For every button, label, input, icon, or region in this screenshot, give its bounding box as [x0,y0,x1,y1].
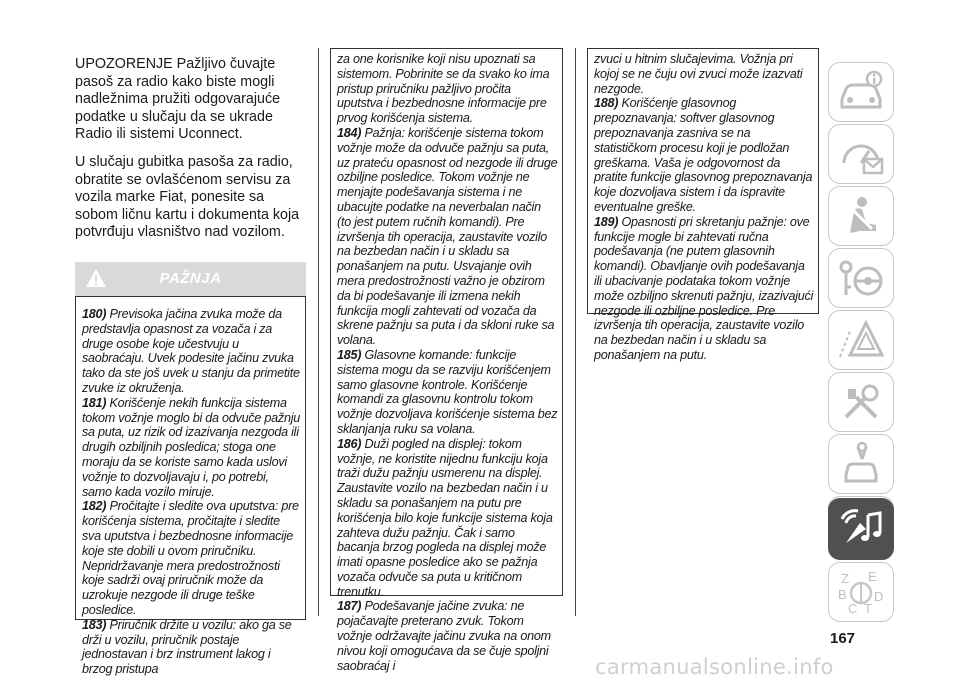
tab-safety[interactable] [828,186,894,246]
item-number: 187) [337,599,362,614]
item-number: 188) [594,96,619,111]
item-number: 183) [82,617,107,632]
item-text: Glasovne komande: funkcije sistema mogu da se razviju korišćenjem samo glasovne kontrole. Korišćenje komandi za glasovnu kontrolu tokom vožnje dozvoljava korišćenje sistema bez sklanjanja ruku sa volana. [337,347,558,436]
tab-dashboard[interactable] [828,124,894,184]
warning-item [337,599,558,673]
intro-paragraph: UPOZORENJE Pažljivo čuvajte pasoš za radio kako biste mogli nadležnima pružiti odgovarajuće podatke u slučaju da se ukrade Radio ili sistemi Uconnect. [75,56,281,143]
warning-item [82,618,301,677]
item-text: Priručnik držite u vozilu: ako ga se drži u vozilu, priručnik postaje jednostavan i brz instrument lakog i brzog pristupa [82,617,292,677]
lost-passport-paragraph: U slučaju gubitka pasoša za radio, obratite se ovlašćenom servisu za vozila marke Fiat, ponesite sa sobom ličnu kartu i dokumenta koja potvrđuju vlasništvo nad vozilom. [75,154,300,241]
item-text: Podešavanje jačine zvuka: ne pojačavajte preterano zvuk. Tokom vožnje održavajte jačinu zvuka na onom nivou koji omogućava da se čuje spoljni saobraćaj i [337,599,551,673]
item-number: 185) [337,347,362,362]
multimedia-icon [836,505,886,551]
item-text: Opasnosti pri skretanju pažnje: ove funkcije mogle bi zahtevati ručna podešavanja (ne putem glasovnih komandi). Obavljanje ovih podešavanja ili ubacivanje podataka tokom vožnje može ozbiljno skrenuti pažnju, izazivajući nezgode ili ozbiljne posledice. Pre izvršenja tih operacija, zaustavite vozilo na bezbedan način i u skladu sa ponašanjem na putu. [594,214,814,362]
breakdown-tools-icon [836,379,886,425]
road-warning-triangle-icon [836,317,886,363]
item-text: Korišćenje glasovnog prepoznavanja: softver glasovnog prepoznavanja zasniva se na statističkom procesu koji je podložan greškama. Vaša je odgovornost da pratite funkcije glasovnog prepoznavanja koje dozvoljava sistem i da ispravite eventualne greške. [594,96,813,214]
warning-box-2 [330,48,563,673]
tab-multimedia[interactable] [828,498,894,560]
warning-header [75,262,306,296]
warning-title: PAŽNJA [159,270,222,287]
tab-emergency[interactable] [828,310,894,370]
index-letter: D [874,589,884,604]
car-info-icon [836,69,886,115]
continued-text: zvuci u hitnim slučajevima. Vožnja pri kojoj se ne čuju ovi zvuci može izazvati nezgode. [594,52,803,96]
continued-text: za one korisnike koji nisu upoznati sa sistemom. Pobrinite se da svako ko ima pristup priručniku pažljivo pročita uputstva i bezbednosne informacije pre prvog korišćenja sistema. [337,52,550,126]
warning-item [337,437,558,600]
index-letters-icon [836,569,886,615]
key-steering-wheel-icon [836,255,886,301]
airbag-seat-icon [836,193,886,239]
item-number: 186) [337,436,362,451]
column-divider [575,48,576,616]
maintenance-icon [836,441,886,487]
warning-box-3 [587,48,819,362]
item-text: Pažnja: korišćenje sistema tokom vožnje može da odvuče pažnju sa puta, uz prateću opasnost od nezgode ili druge ozbiljne posledice. Tokom vožnje ne menjajte podešavanja sistema i ne ubacujte podatke na neverbalan način (to jest putem ručnih komandi). Pre izvršenja tih operacija, zaustavite vozilo na bezbedan način i u skladu sa ponašanjem na putu. Usvajanje ovih mera predostrožnosti važno je obzirom da bi podešavanje ili izmena nekih funkcija mogli zahtevati od vozača da skrene pažnju sa puta i da skloni ruke sa volana. [337,125,558,348]
item-number: 182) [82,499,107,514]
item-number: 181) [82,395,107,410]
warning-item [82,396,301,500]
watermark: carmanualsonline.info [595,655,834,679]
index-letter: E [868,569,877,584]
column-divider [318,48,319,616]
tab-index[interactable] [828,562,894,622]
warning-item [82,499,301,617]
warning-item [337,126,558,348]
index-letter: B [838,587,847,602]
item-text: Previsoka jačina zvuka može da predstavlja opasnost za vozača i za druge osobe koje učestvuju u saobraćaju. Uvek podesite jačinu zvuka tako da ste još uvek u stanju da primetite zvuke iz okruženja. [82,307,300,395]
warning-item [594,215,814,363]
warning-item [594,96,814,214]
item-text: Duži pogled na displej: tokom vožnje, ne koristite nijednu funkciju koja traži dužu pažnju usmerenu na displej. Zaustavite vozilo na bezbedan način i u skladu sa ponašanjem na putu pre korišćenja bilo koje funkcije sistema koja zahteva dužu pažnju. Čak i samo bacanja brzog pogleda na displej može imati opasne posledice ako se pažnja vozača odvuče sa puta u kritičnom trenutku. [337,436,553,599]
index-letter: T [864,601,872,615]
tab-car-info[interactable] [828,62,894,122]
tab-maintenance[interactable] [828,434,894,494]
index-letter: Z [841,571,849,586]
item-text: Pročitajte i sledite ova uputstva: pre korišćenja sistema, pročitajte i sledite sva uputstva i bezbednosne informacije koje ste dobili u ovom priručniku. Nepridržavanje mera predostrožnosti koje sadrži ovaj priručnik može da uzrokuje nezgode ili druge teške posledice. [82,499,299,617]
dashboard-warning-icon [836,131,886,177]
item-number: 180) [82,307,107,321]
warning-item [337,348,558,437]
item-number: 189) [594,214,619,229]
item-text: Korišćenje nekih funkcija sistema tokom vožnje moglo bi da odvuče pažnju sa puta, uz rizik od izazivanja nezgoda ili drugih ozbiljnih posledica; stoga one moraju da se koriste samo kada uslovi vožnje to dozvoljavaju i, po potrebi, samo kada vozilo miruje. [82,395,301,499]
tab-starting[interactable] [828,248,894,308]
item-number: 184) [337,125,362,140]
index-letter: C [848,601,858,615]
warning-box-1 [75,296,306,677]
page-number: 167 [830,630,856,647]
warning-item [82,307,301,396]
tab-breakdown[interactable] [828,372,894,432]
